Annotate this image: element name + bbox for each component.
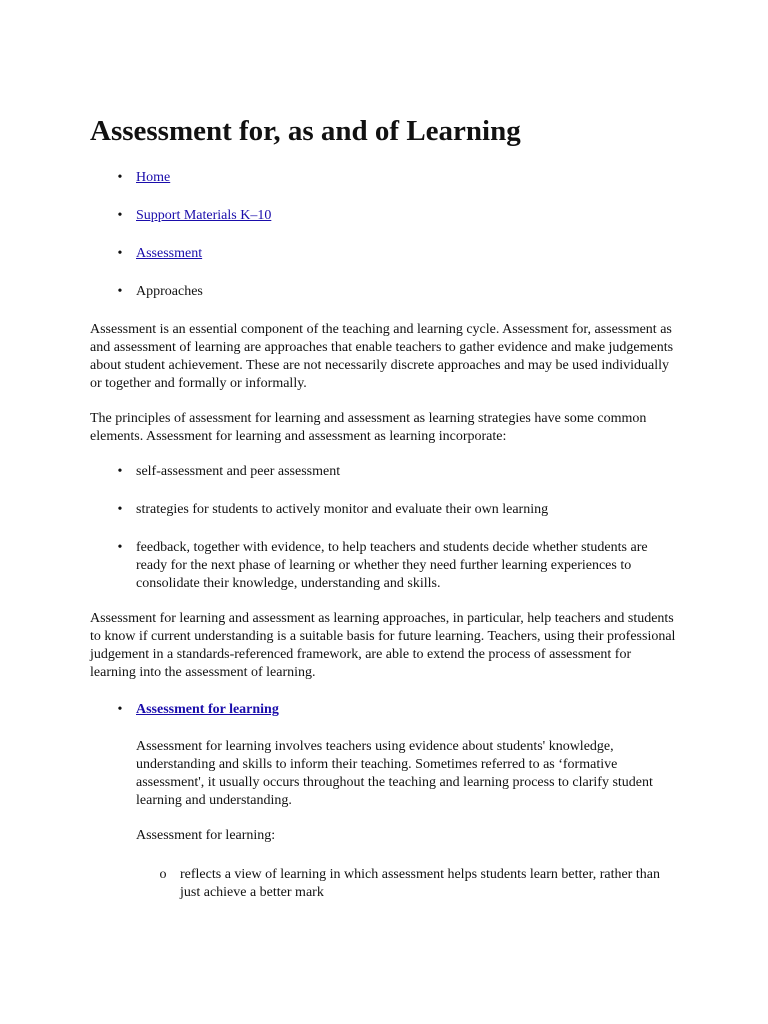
bullet-icon: • xyxy=(117,246,123,261)
bullet-icon: • xyxy=(117,208,123,223)
list-item xyxy=(90,539,678,593)
bullet-icon: • xyxy=(117,502,123,517)
breadcrumb-item-assessment xyxy=(90,245,678,263)
breadcrumb-link-home[interactable]: Home xyxy=(136,170,171,185)
breadcrumb-current-approaches: Approaches xyxy=(136,284,203,299)
assessment-for-learning-link[interactable]: Assessment for learning xyxy=(136,702,279,717)
bullet-icon: • xyxy=(117,702,123,717)
breadcrumb-item-home xyxy=(90,169,678,187)
list-item xyxy=(90,501,678,519)
breadcrumb-link-support-materials[interactable]: Support Materials K–10 xyxy=(136,208,272,223)
list-item xyxy=(136,866,678,902)
breadcrumb-link-assessment[interactable]: Assessment xyxy=(136,246,203,261)
bullet-icon: • xyxy=(117,170,123,185)
assessment-types-list xyxy=(90,701,678,902)
list-item-text: strategies for students to actively monitor and evaluate their own learning xyxy=(136,502,549,517)
principles-list xyxy=(90,463,678,593)
section-body-paragraph: Assessment for learning involves teachers using evidence about students' knowledge, understanding and skills to inform their teaching. Sometimes referred to as ‘formative assessment', it usually occurs throughout the teaching and learning process to clarify student learning and understanding. xyxy=(136,739,653,808)
circle-bullet-icon: o xyxy=(159,867,167,882)
list-item-text: self-assessment and peer assessment xyxy=(136,464,341,479)
section-subheading: Assessment for learning: xyxy=(136,828,276,843)
principles-paragraph: The principles of assessment for learning and assessment as learning strategies have some common elements. Assessment for learning and assessment as learning incorporate: xyxy=(90,411,647,444)
list-item xyxy=(90,463,678,481)
bullet-icon: • xyxy=(117,540,123,555)
section-assessment-for-learning xyxy=(90,701,678,902)
page-title: Assessment for, as and of Learning xyxy=(90,115,521,147)
list-item-text: feedback, together with evidence, to help teachers and students decide whether students are ready for the next phase of learning or whether they need further learning experiences to consolidate their knowledge, understanding and skills. xyxy=(136,540,648,591)
breadcrumb xyxy=(90,169,678,301)
intro-paragraph: Assessment is an essential component of the teaching and learning cycle. Assessment for, assessment as and assessment of learning are approaches that enable teachers to gather evidence and make judgements about student achievement. These are not necessarily discrete approaches and may be used individually or together and formally or informally. xyxy=(90,322,674,391)
breadcrumb-item-support-materials xyxy=(90,207,678,225)
approaches-paragraph: Assessment for learning and assessment as learning approaches, in particular, help teachers and students to know if current understanding is a suitable basis for future learning. Teachers, using their professional judgement in a standards-referenced framework, are able to extend the process of assessment for learning into the assessment of learning. xyxy=(90,611,676,680)
bullet-icon: • xyxy=(117,284,123,299)
bullet-icon: • xyxy=(117,464,123,479)
section-sub-list xyxy=(136,866,678,902)
list-item-text: reflects a view of learning in which assessment helps students learn better, rather than just achieve a better mark xyxy=(180,867,660,900)
breadcrumb-item-approaches xyxy=(90,283,678,301)
